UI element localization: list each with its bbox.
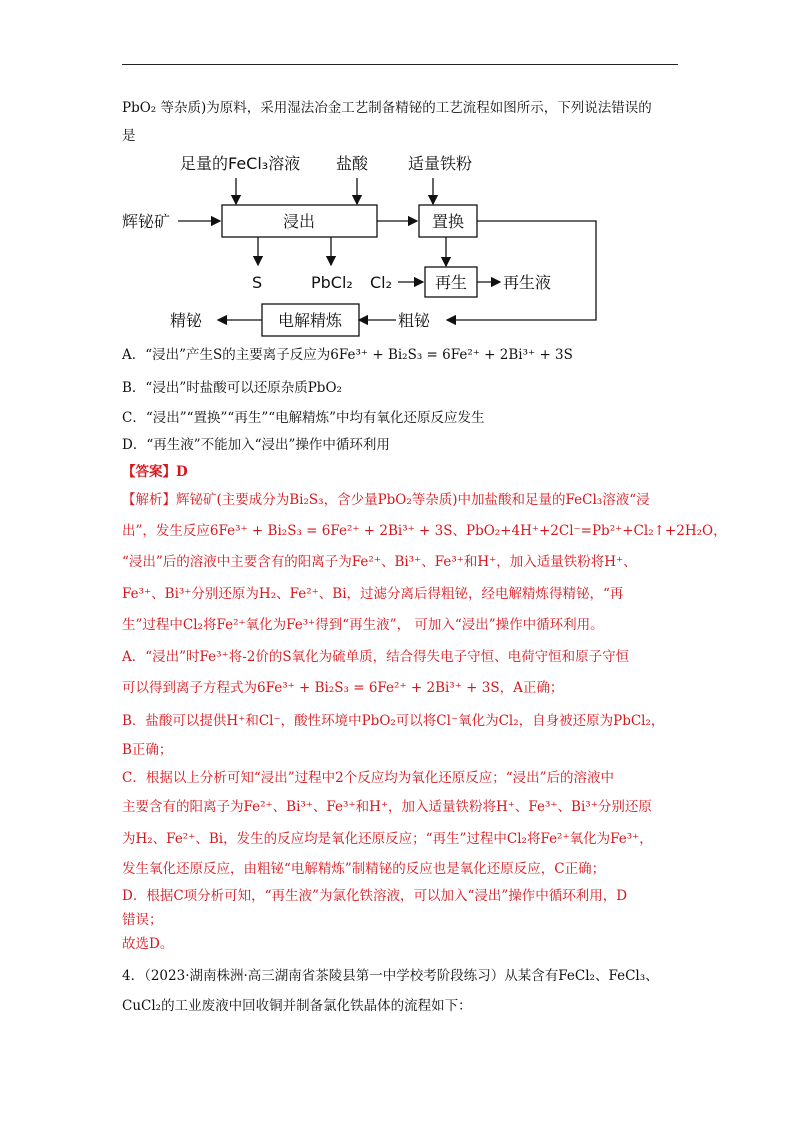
analysis-line: 发生氧化还原反应，由粗铋“电解精炼”制精铋的反应也是氧化还原反应，C正确； (122, 861, 606, 877)
intro-line-2: 是 (122, 128, 136, 144)
in-cl2: Cl₂ (370, 273, 393, 292)
header-rule (122, 64, 678, 65)
option-b: B．“浸出”时盐酸可以还原杂质PbO₂ (122, 380, 342, 396)
reagent-hcl: 盐酸 (336, 154, 369, 173)
analysis-line: 主要含有的阳离子为Fe²⁺、Bi³⁺、Fe³⁺和H⁺，加入适量铁粉将H⁺、Fe³⁺、Bi³⁺分别还原 (122, 799, 652, 815)
analysis-line: D．根据C项分析可知，“再生液”为氯化铁溶液，可以加入“浸出”操作中循环利用，D (122, 888, 628, 904)
analysis-line: 【解析】辉铋矿(主要成分为Bi₂S₃，含少量PbO₂等杂质)中加盐酸和足量的FeCl₃溶液“浸 (122, 492, 650, 508)
box-refine: 电解精炼 (277, 311, 343, 330)
box-regen: 再生 (434, 273, 468, 292)
option-d: D．“再生液”不能加入“浸出”操作中循环利用 (122, 437, 390, 453)
option-a: A．“浸出”产生S的主要离子反应为6Fe³⁺ + Bi₂S₃ = 6Fe²⁺ + 2Bi³⁺ + 3S (122, 347, 573, 363)
reagent-fecl3: 足量的FeCl₃溶液 (180, 154, 301, 173)
analysis-line: B正确； (122, 742, 173, 758)
option-c: C．“浸出”“置换”“再生”“电解精炼”中均有氧化还原反应发生 (122, 410, 485, 426)
analysis-line: 生”过程中Cl₂将Fe²⁺氧化为Fe³⁺得到“再生液”， 可加入“浸出”操作中循环利用。 (122, 617, 604, 633)
reagent-fe: 适量铁粉 (408, 154, 473, 173)
pure-bi: 精铋 (170, 311, 203, 330)
out-s: S (252, 273, 263, 292)
analysis-line: 可以得到离子方程式为6Fe³⁺ + Bi₂S₃ = 6Fe²⁺ + 2Bi³⁺ + 3S，A正确； (122, 680, 564, 696)
question-4-line-2: CuCl₂的工业废液中回收铜并制备氯化铁晶体的流程如下： (122, 998, 472, 1014)
crude-bi: 粗铋 (398, 311, 431, 330)
analysis-line: 错误； (122, 912, 163, 928)
raw-material: 辉铋矿 (122, 212, 171, 231)
analysis-line: 故选D。 (122, 936, 174, 952)
analysis-line: A．“浸出”时Fe³⁺将-2价的S氧化为硫单质，结合得失电子守恒、电荷守恒和原子守恒 (122, 649, 630, 665)
analysis-line: C．根据以上分析可知“浸出”过程中2个反应均为氧化还原反应；“浸出”后的溶液中 (122, 770, 615, 786)
box-replace: 置换 (431, 212, 465, 231)
process-flow-diagram (0, 140, 800, 340)
analysis-line: B．盐酸可以提供H⁺和Cl⁻，酸性环境中PbO₂可以将Cl⁻氧化为Cl₂，自身被还原为PbCl₂， (122, 713, 665, 729)
intro-line-1: PbO₂ 等杂质)为原料，采用湿法冶金工艺制备精铋的工艺流程如图所示，下列说法错误的 (122, 100, 652, 116)
out-pbcl2: PbCl₂ (311, 273, 353, 292)
analysis-line: 出”，发生反应6Fe³⁺ + Bi₂S₃ = 6Fe²⁺ + 2Bi³⁺ + 3S、PbO₂+4H⁺+2Cl⁻=Pb²⁺+Cl₂↑+2H₂O， (122, 523, 727, 539)
analysis-line: 为H₂、Fe²⁺、Bi，发生的反应均是氧化还原反应；“再生”过程中Cl₂将Fe²⁺氧化为Fe³⁺， (122, 831, 653, 847)
analysis-line: “浸出”后的溶液中主要含有的阳离子为Fe²⁺、Bi³⁺、Fe³⁺和H⁺，加入适量铁粉将H⁺、 (122, 554, 637, 570)
analysis-line: Fe³⁺、Bi³⁺分别还原为H₂、Fe²⁺、Bi，过滤分离后得粗铋，经电解精炼得精铋，“再 (122, 586, 624, 602)
answer: 【答案】D (122, 464, 188, 480)
question-4-line-1: 4．（2023·湖南株洲·高三湖南省茶陵县第一中学校考阶段练习）从某含有FeCl₂、FeCl₃、 (122, 968, 659, 984)
box-leach: 浸出 (282, 212, 316, 231)
out-regen: 再生液 (503, 273, 552, 292)
